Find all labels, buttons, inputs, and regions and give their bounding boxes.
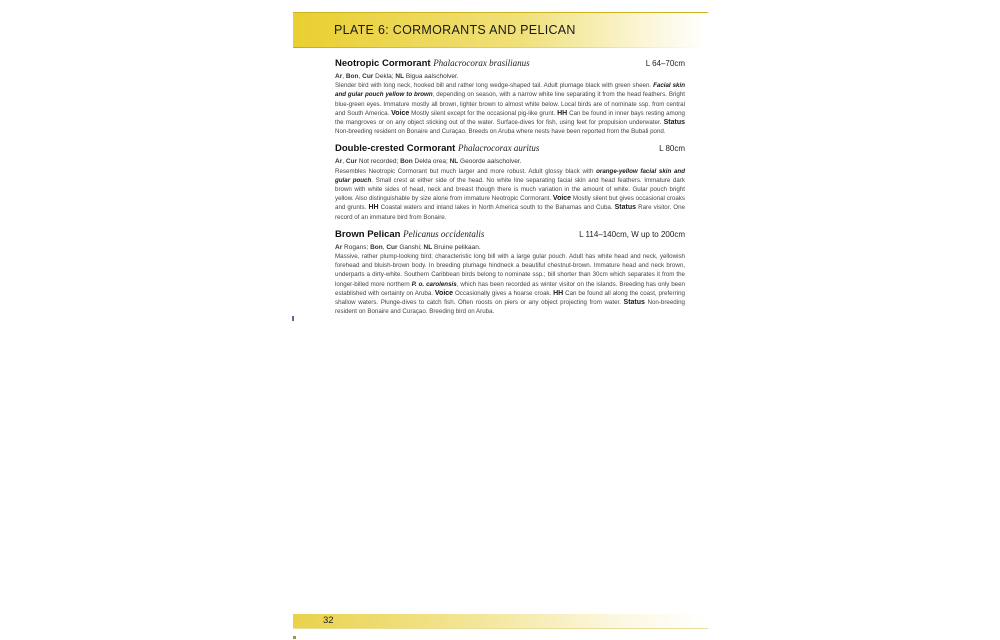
local-names bbox=[335, 72, 685, 81]
common-name: Neotropic Cormorant bbox=[335, 58, 431, 69]
text-run: Can be found in inner bays resting among the mangroves or on any object sticking out of the water. Surface-dives for fish, using feet for propulsion underwater. bbox=[335, 109, 685, 127]
text-run: . Small crest at either side of the head. No white line separating facial skin and head feathers. Immature dark brown with white sides of head, neck and breast though there is much variation in the amount of white. Gular pouch bright yellow. Also distinguishable by size alone from immature Neotropic Cormorant. bbox=[335, 176, 685, 203]
text-run: Ganshi; bbox=[397, 243, 424, 251]
species-entry-neotropic-cormorant bbox=[335, 58, 685, 136]
text-run: Dekla orea; bbox=[412, 158, 450, 166]
emphasis-run: Ar bbox=[335, 243, 343, 251]
text-run: Resembles Neotropic Cormorant but much larger and more robust. Adult glossy black with bbox=[335, 167, 597, 175]
emphasis-run: Cur bbox=[386, 243, 398, 251]
emphasis-run: orange-yellow facial skin and gular pouch bbox=[335, 167, 685, 184]
page-number: 32 bbox=[323, 615, 334, 626]
text-run: , bbox=[342, 73, 346, 80]
text-run: Dekla; bbox=[373, 73, 396, 80]
scientific-name: Phalacrocorax auritus bbox=[458, 143, 540, 154]
emphasis-run: Facial skin and gular pouch yellow to brown bbox=[335, 82, 685, 99]
common-name: Brown Pelican bbox=[335, 228, 401, 240]
common-name: Double-crested Cormorant bbox=[335, 143, 456, 155]
entry-heading bbox=[335, 58, 685, 72]
emphasis-run: Ar bbox=[335, 73, 343, 80]
emphasis-run: Cur bbox=[362, 73, 374, 80]
text-run: Geoorde aalscholver. bbox=[458, 158, 522, 166]
emphasis-run: Cur bbox=[345, 158, 358, 166]
emphasis-run: Bon bbox=[400, 158, 413, 166]
emphasis-run: HH bbox=[368, 204, 379, 212]
text-run: , depending on season, with a narrow white line separating it from the head feathers. Bright blue-green eyes. Immature mostly all brown, lighter brown to almost white below. Local birds are of nominate ssp. from central and South America. bbox=[335, 91, 685, 117]
local-names bbox=[335, 243, 685, 252]
emphasis-run: NL bbox=[395, 73, 405, 80]
text-run: , bbox=[342, 158, 346, 166]
emphasis-run: Voice bbox=[434, 289, 454, 297]
text-run: Mostly silent but gives occasional croaks and grunts. bbox=[335, 195, 685, 212]
local-names bbox=[335, 157, 685, 166]
text-run: , bbox=[358, 73, 363, 80]
text-run: Can be found all along the coast, preferring shallow waters. Plunge-dives to catch fish. Often roosts on piers or any object projecting from water. bbox=[335, 289, 685, 307]
text-run: Rogans; bbox=[342, 243, 371, 251]
footer-divider bbox=[293, 628, 708, 629]
emphasis-run: Status bbox=[663, 119, 685, 127]
size-label: L 114–140cm, W up to 200cm bbox=[579, 229, 685, 239]
plate-header bbox=[293, 12, 708, 48]
emphasis-run: NL bbox=[423, 243, 433, 251]
size-label: L 64–70cm bbox=[645, 59, 685, 68]
emphasis-run: Voice bbox=[552, 195, 572, 203]
emphasis-run: Status bbox=[623, 299, 645, 307]
species-heading bbox=[335, 229, 484, 240]
margin-mark bbox=[292, 316, 294, 321]
scientific-name: Phalacrocorax brasilianus bbox=[433, 58, 530, 68]
text-run: Non-breeding resident on Bonaire and Curaçao. Breeds on Aruba where nests have been reported from the Bubali pond. bbox=[335, 128, 666, 136]
text-run: Slender bird with long neck, hooked bill and rather long wedge-shaped tail. Adult plumage black with green sheen. bbox=[335, 82, 654, 90]
text-run: Bruine pelikaan. bbox=[432, 243, 481, 251]
emphasis-run: Ar bbox=[335, 158, 343, 166]
species-accounts bbox=[335, 58, 685, 316]
header-divider bbox=[293, 47, 708, 48]
text-run: Bigua aalscholver. bbox=[404, 73, 459, 80]
scientific-name: Pelicanus occidentalis bbox=[403, 228, 485, 239]
plate-title: PLATE 6: CORMORANTS AND PELICAN bbox=[334, 23, 576, 37]
species-heading bbox=[335, 58, 530, 69]
footer-band bbox=[293, 614, 708, 628]
species-heading bbox=[335, 143, 539, 154]
corner-mark bbox=[293, 636, 296, 639]
text-run: , bbox=[382, 243, 387, 251]
emphasis-run: Status bbox=[614, 204, 637, 212]
size-label: L 80cm bbox=[659, 144, 685, 154]
species-description bbox=[335, 167, 685, 222]
emphasis-run: HH bbox=[553, 289, 564, 297]
emphasis-run: P. o. carolensis bbox=[411, 280, 457, 288]
entry-heading bbox=[335, 229, 685, 243]
text-run: , which has been recorded as winter visitor on the islands. Breeding has only been established with certainty on Aruba. bbox=[335, 280, 685, 297]
text-run: Mostly silent except for the occasional pig-like grunt. bbox=[409, 109, 558, 117]
text-run: Not recorded; bbox=[357, 158, 401, 166]
entry-heading bbox=[335, 143, 685, 157]
species-description bbox=[335, 81, 685, 136]
text-run: Non-breeding resident on Bonaire and Curaçao. Breeding bird on Aruba. bbox=[335, 299, 685, 316]
text-run: Rare visitor. One record of an immature bird from Bonaire. bbox=[335, 204, 685, 221]
emphasis-run: Bon bbox=[370, 243, 383, 251]
text-run: Occasionally gives a hoarse croak. bbox=[453, 289, 554, 297]
species-entry-double-crested-cormorant bbox=[335, 143, 685, 221]
emphasis-run: Voice bbox=[391, 109, 410, 117]
emphasis-run: HH bbox=[557, 109, 568, 117]
text-run: Massive, rather plump-looking bird; characteristic long bill with a large gular pouch. Adult has white head and neck, yellowish forehead and bluish-brown body. In breeding plumage hindneck a beautiful chestnut-brown. Immature head and neck brown, underparts a dirty-white. Southern Caribbean birds belong to nominate ssp.; bill shorter than 30cm which separates it from the longer-billed more northern bbox=[335, 253, 685, 288]
text-run: Coastal waters and inland lakes in North America south to the Bahamas and Cuba. bbox=[378, 204, 615, 212]
species-entry-brown-pelican bbox=[335, 229, 685, 317]
emphasis-run: Bon bbox=[345, 73, 359, 80]
emphasis-run: NL bbox=[449, 158, 459, 166]
species-description bbox=[335, 252, 685, 316]
